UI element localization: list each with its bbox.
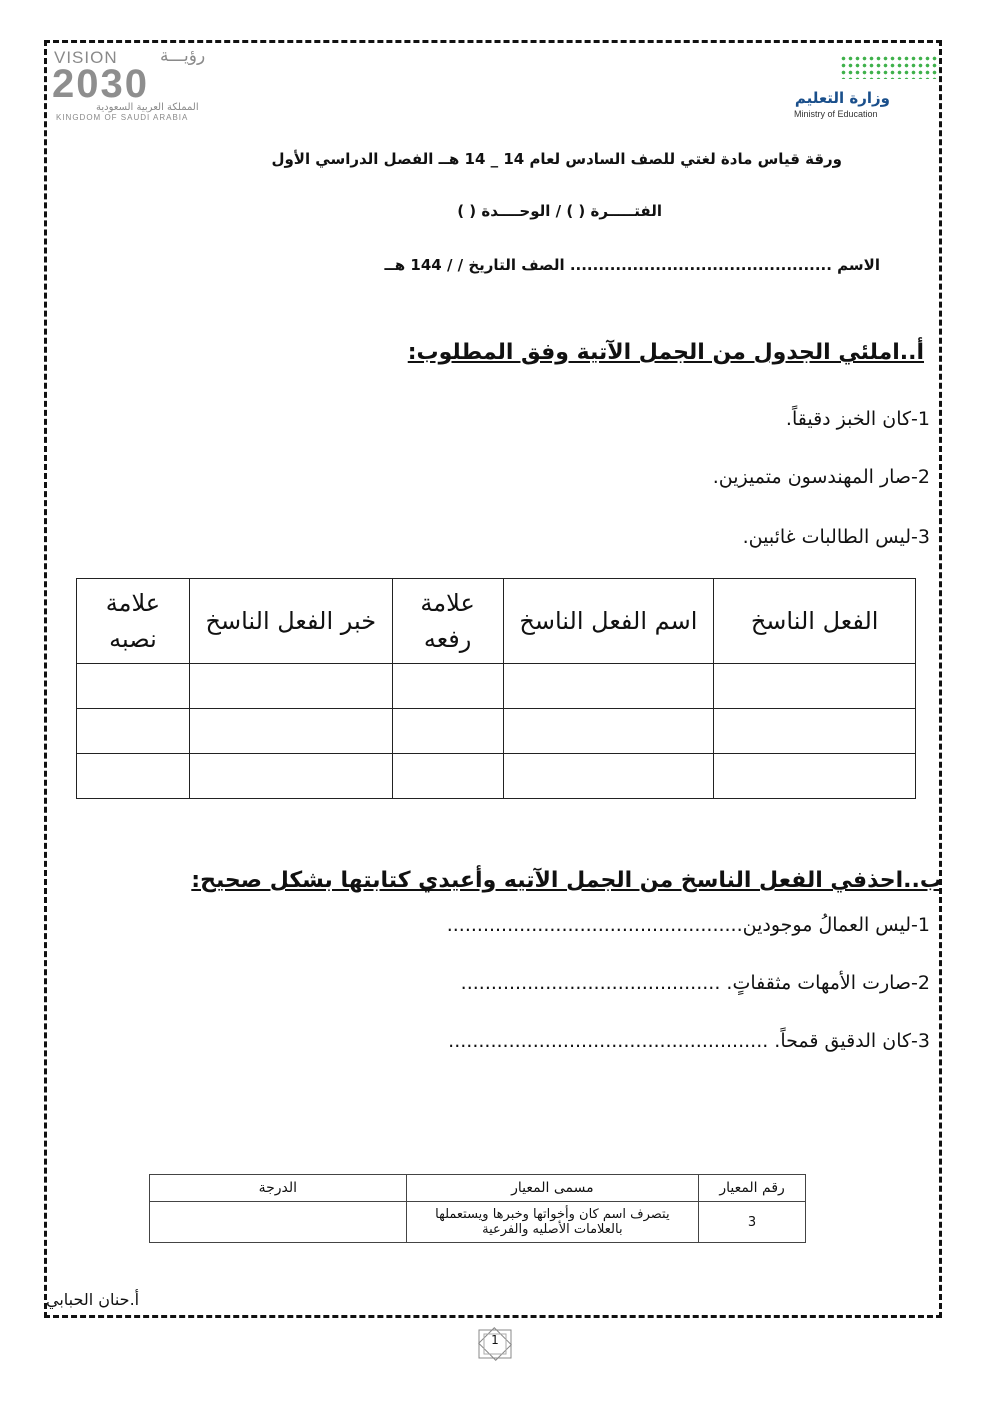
section-a-sentence: 1-كان الخبز دقيقاً. [785, 408, 930, 430]
answer-cell[interactable] [714, 664, 916, 709]
criteria-table [149, 1174, 806, 1243]
answer-cell[interactable] [714, 754, 916, 799]
teacher-name: أ.حنان الحبابي [46, 1290, 140, 1309]
ministry-en-text: Ministry of Education [794, 109, 878, 119]
period-unit-line: الفتـــــرة ( ) / الوحــــدة ( ) [457, 202, 662, 220]
answer-table [76, 578, 916, 799]
table-row [77, 754, 916, 799]
criteria-number: 3 [699, 1202, 806, 1243]
header-subject: اسم الفعل الناسخ [503, 579, 714, 664]
vision-en-text: VISION [54, 48, 118, 67]
page-number-badge [470, 1327, 520, 1361]
section-b-sentence: 3-كان الدقيق قمحاً. ..................................................... [448, 1030, 930, 1052]
section-a-sentence: 2-صار المهندسون متميزين. [712, 466, 930, 488]
ministry-dots-icon [840, 55, 940, 79]
section-b-title: ب..احذفي الفعل الناسخ من الجمل الآتيه وأعيدي كتابتها بشكل صحيح: [191, 868, 942, 893]
answer-cell[interactable] [503, 664, 714, 709]
answer-cell[interactable] [189, 754, 392, 799]
answer-cell[interactable] [392, 754, 503, 799]
header-predicate: خبر الفعل الناسخ [189, 579, 392, 664]
section-a-sentence: 3-ليس الطالبات غائبين. [742, 526, 930, 548]
section-b-sentence: 2-صارت الأمهات مثقفاتٍ. ........................................... [460, 972, 930, 994]
answer-cell[interactable] [392, 664, 503, 709]
criteria-header-row [150, 1175, 806, 1202]
answer-cell[interactable] [189, 664, 392, 709]
header-nominative-mark: علامة رفعه [392, 579, 503, 664]
section-b-sentence: 1-ليس العمالُ موجودين................................................. [446, 914, 930, 936]
criteria-header-grade: الدرجة [150, 1175, 407, 1202]
criteria-header-number: رقم المعيار [699, 1175, 806, 1202]
answer-cell[interactable] [714, 709, 916, 754]
answer-cell[interactable] [77, 664, 190, 709]
student-info-line: الاسم .............................................. الصف التاريخ / / 144 هــ [384, 256, 880, 274]
section-a-title: أ..املئي الجدول من الجمل الآتية وفق المطلوب: [407, 340, 924, 365]
header-accusative-mark: علامة نصبه [77, 579, 190, 664]
criteria-grade[interactable] [150, 1202, 407, 1243]
criteria-name: يتصرف اسم كان وأخواتها وخبرها ويستعملها بالعلامات الأصليه والفرعية [406, 1202, 699, 1243]
ministry-ar-text: وزارة التعليم [794, 89, 890, 107]
criteria-header-name: مسمى المعيار [406, 1175, 699, 1202]
kingdom-ar-text: المملكة العربية السعودية [96, 102, 199, 113]
vision-2030-logo [52, 48, 212, 123]
answer-cell[interactable] [77, 754, 190, 799]
answer-table-header-row [77, 579, 916, 664]
ministry-logo [792, 55, 942, 120]
answer-cell[interactable] [392, 709, 503, 754]
table-row [150, 1202, 806, 1243]
answer-cell[interactable] [503, 709, 714, 754]
kingdom-en-text: KINGDOM OF SAUDI ARABIA [56, 113, 189, 122]
vision-year-text: 2030 [52, 62, 149, 106]
vision-ar-text: رؤيـــة [160, 46, 206, 66]
answer-cell[interactable] [77, 709, 190, 754]
worksheet-header: ورقة قياس مادة لغتي للصف السادس لعام 14 _ 14 هــ الفصل الدراسي الأول [271, 150, 842, 168]
header-verb: الفعل الناسخ [714, 579, 916, 664]
answer-cell[interactable] [189, 709, 392, 754]
answer-cell[interactable] [503, 754, 714, 799]
table-row [77, 664, 916, 709]
table-row [77, 709, 916, 754]
page-number: 1 [491, 1333, 499, 1347]
